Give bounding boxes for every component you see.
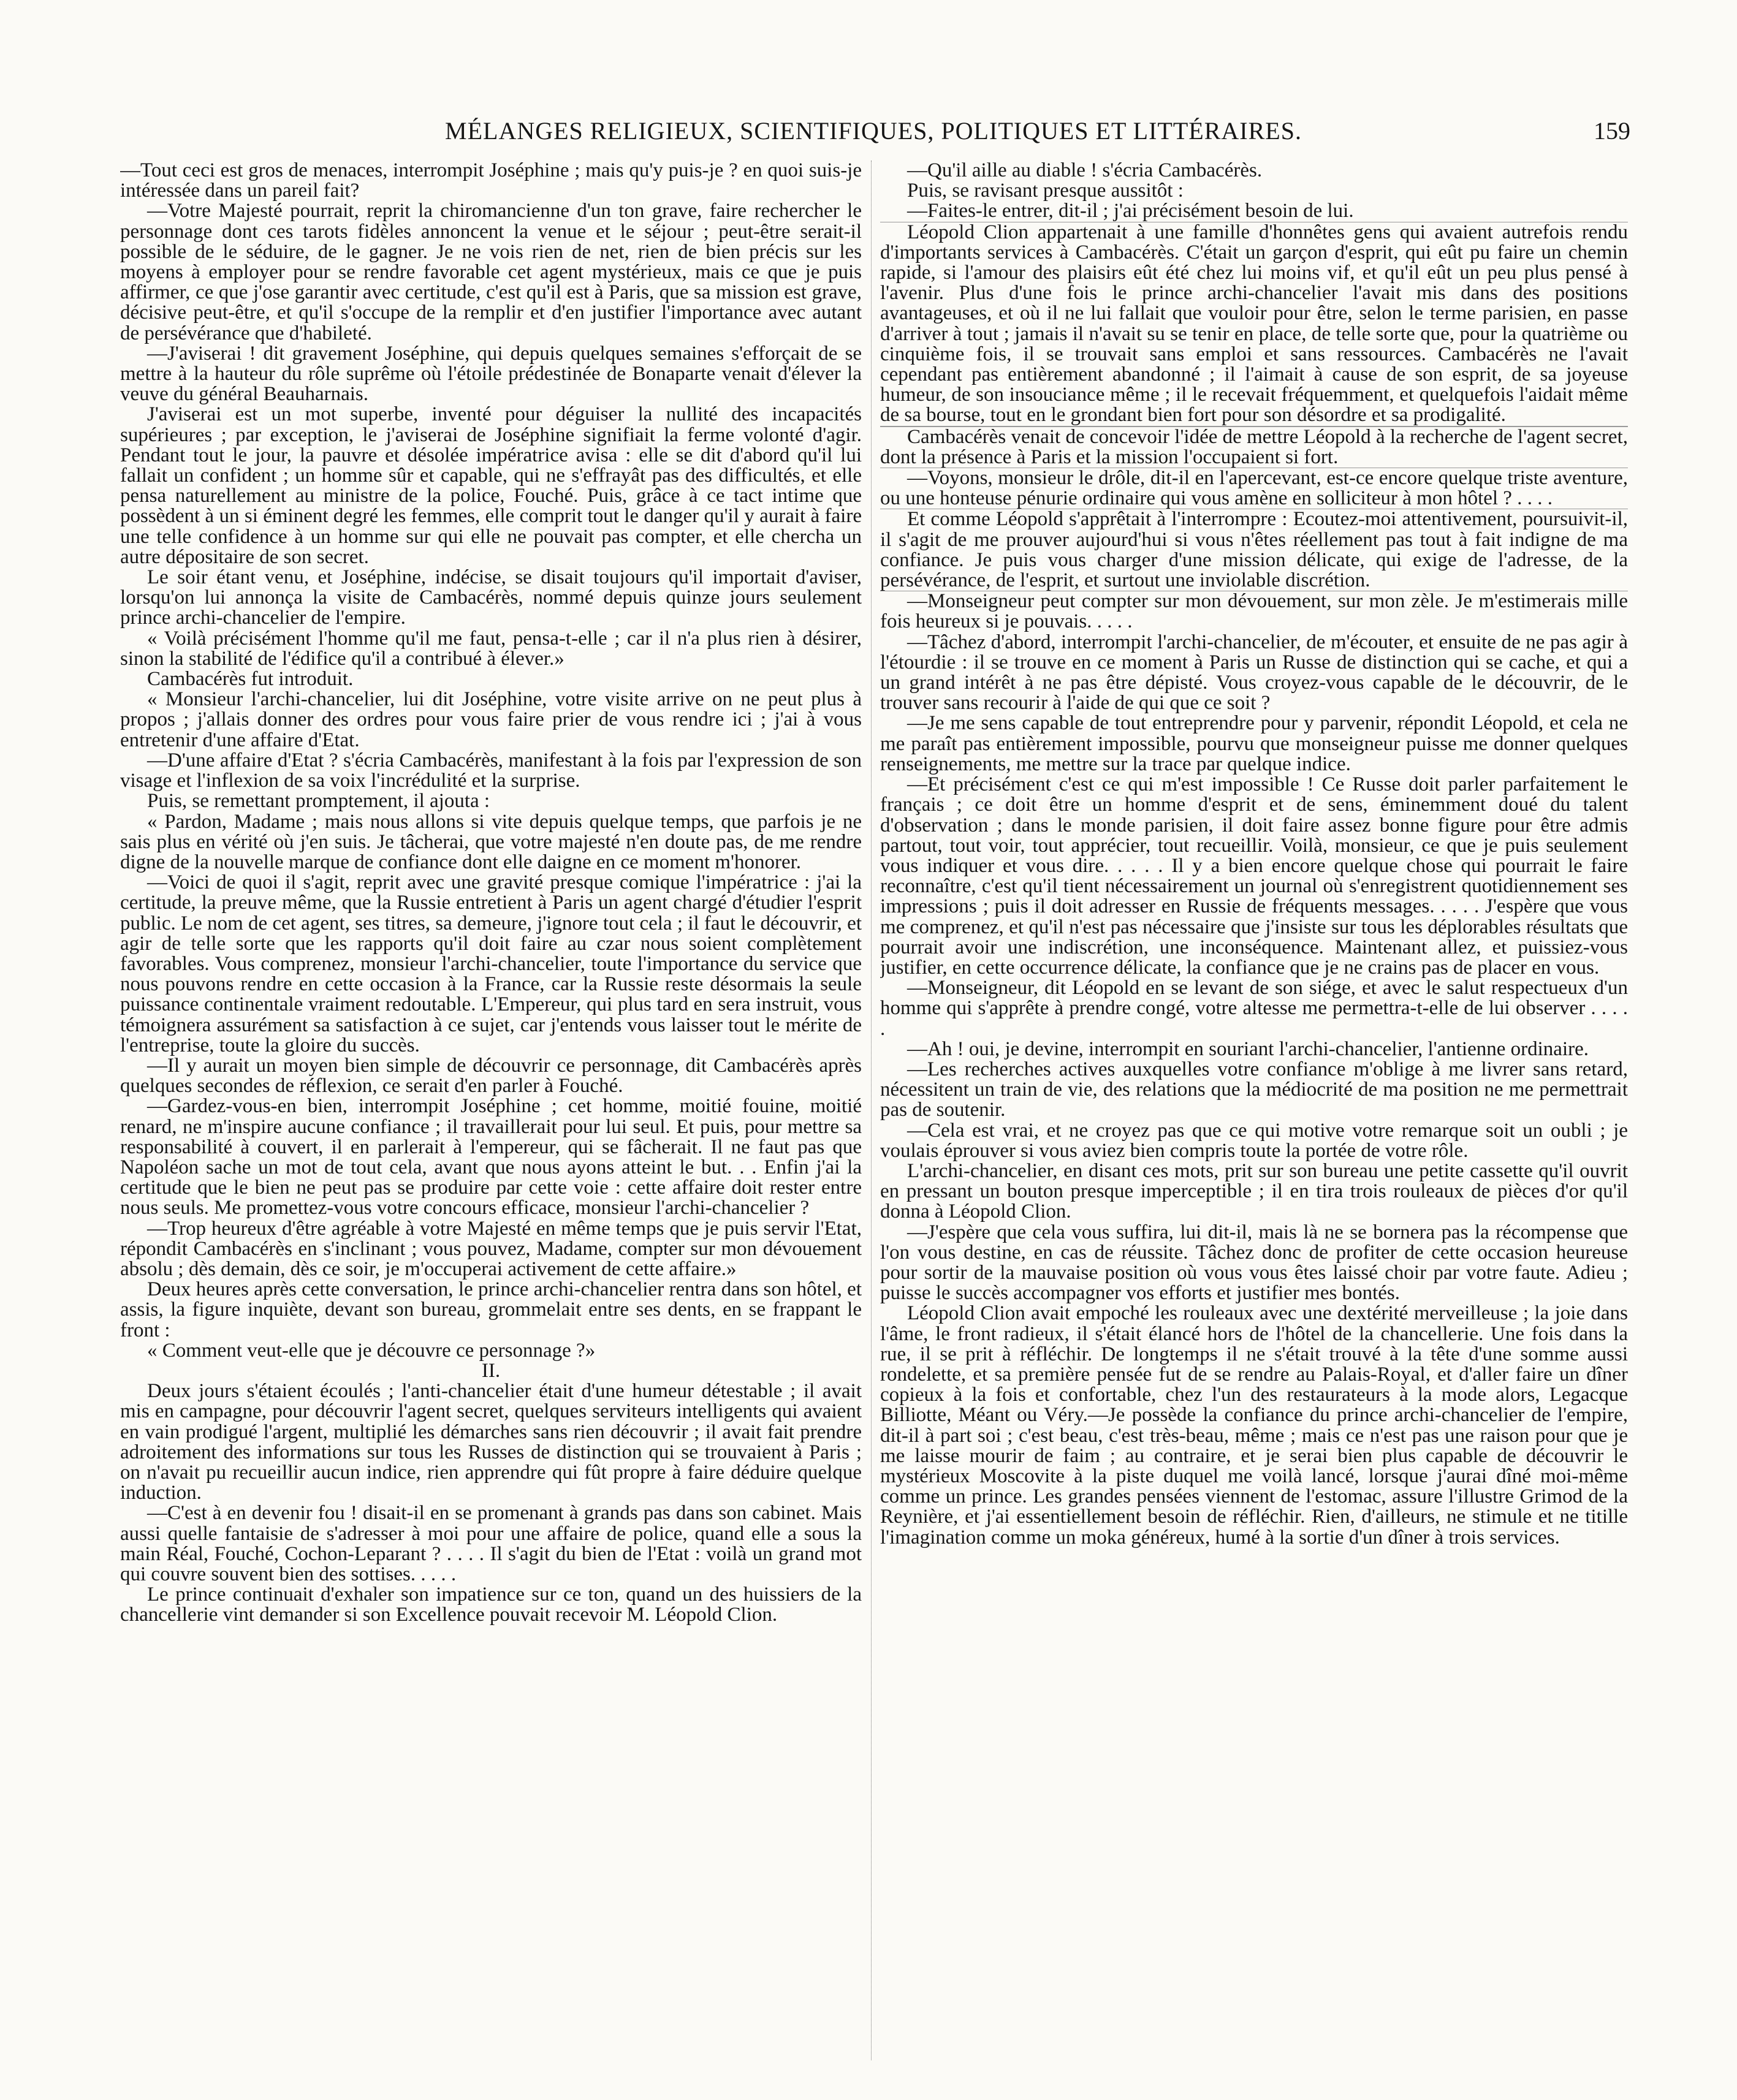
paragraph: Le prince continuait d'exhaler son impatience sur ce ton, quand un des huissiers de la chancellerie vint demander si son Excellence pouvait recevoir M. Léopold Clion. xyxy=(120,1583,862,1626)
paragraph: Puis, se ravisant presque aussitôt : xyxy=(907,180,1184,202)
paragraph: —Ah ! oui, je devine, interrompit en souriant l'archi-chancelier, l'antienne ordinaire. xyxy=(907,1037,1589,1060)
paragraph: —Cela est vrai, et ne croyez pas que ce qui motive votre remarque soit un oubli ; je voulais éprouver si vous aviez bien compris toute la portée de votre rôle. xyxy=(880,1119,1628,1162)
column-divider xyxy=(871,161,872,2060)
paragraph: —Je me sens capable de tout entreprendre pour y parvenir, répondit Léopold, et cela ne me paraît pas entièrement impossible, pourvu que monseigneur puisse me donner quelques renseignements, me mettre sur la trace par quelque indice. xyxy=(880,712,1628,775)
paragraph: —Trop heureux d'être agréable à votre Majesté en même temps que je puis servir l'Etat, répondit Cambacérès en s'inclinant ; vous pouvez, Madame, compter sur mon dévouement absolu ; dès demain, dès ce soir, je m'occuperai activement de cette affaire.» xyxy=(120,1217,862,1280)
paragraph: Cambacérès fut introduit. xyxy=(147,668,354,691)
paragraph: —Voici de quoi il s'agit, reprit avec une gravité presque comique l'impératrice : j'ai la certitude, la preuve même, que la Russie entretient à Paris un agent chargé d'étudier l'esprit public. Le nom de cet agent, ses titres, sa demeure, j'ignore tout cela ; il faut le découvrir, et agir de telle sorte que les rapports qu'il doit faire au czar nous soient complètement favorables. Vous comprenez, monsieur l'archi-chancelier, toute l'importance du service que nous pouvons rendre en cette occasion à la France, car la Russie reste désormais la seule puissance continentale vraiment redoutable. L'Empereur, qui plus tard en sera instruit, vous témoignera assurément sa satisfaction à ce sujet, car j'entends vous laisser tout le mérite de l'entreprise, toute la gloire du succès. xyxy=(120,871,862,1056)
paragraph: Léopold Clion appartenait à une famille d'honnêtes gens qui avaient autrefois rendu d'importants services à Cambacérès. C'était un garçon d'esprit, qui eût pu faire un chemin rapide, si l'amour des plaisirs eût été chez lui moins vif, et qu'il eût un peu plus pensé à l'avenir. Plus d'une fois le prince archi-chancelier l'avait mis dans des positions avantageuses, et où il ne lui fallait que vouloir pour être, selon le terme parisien, en passe d'arriver à tout ; jamais il n'avait su se tenir en place, de telle sorte que, pour la quatrième ou cinquième fois, il se trouvait sans emploi et sans ressources. Cambacérès ne l'avait cependant pas entièrement abandonné ; il l'aimait à cause de son esprit, de sa joyeuse humeur, de son insouciance même ; il le recevait fréquemment, et quelquefois l'aidait même de sa bourse, tout en le grondant bien fort pour son désordre et sa prodigalité. xyxy=(880,221,1628,426)
paragraph: « Voilà précisément l'homme qu'il me faut, pensa-t-elle ; car il n'a plus rien à désirer, sinon la stabilité de l'édifice qu'il a contribué à élever.» xyxy=(120,627,862,670)
paragraph: —J'aviserai ! dit gravement Joséphine, qui depuis quelques semaines s'efforçait de se mettre à la hauteur du rôle suprême où l'étoile prédestinée de Bonaparte venait d'élever la veuve du général Beauharnais. xyxy=(120,342,862,406)
page-header xyxy=(0,116,1737,153)
paragraph: Le soir étant venu, et Joséphine, indécise, se disait toujours qu'il importait d'aviser, lorsqu'on lui annonça la visite de Cambacérès, nommé depuis quinze jours seulement prince archi-chancelier de l'empire. xyxy=(120,566,862,629)
paragraph: —Monseigneur peut compter sur mon dévouement, sur mon zèle. Je m'estimerais mille fois heureux si je pouvais. . . . . xyxy=(880,590,1628,633)
paragraph: L'archi-chancelier, en disant ces mots, prit sur son bureau une petite cassette qu'il ouvrit en pressant un bouton presque imperceptible ; il en tira trois rouleaux de pièces d'or qu'il donna à Léopold Clion. xyxy=(880,1159,1628,1223)
paragraph: —Qu'il aille au diable ! s'écria Cambacérès. xyxy=(907,161,1263,181)
paragraph: —Voyons, monsieur le drôle, dit-il en l'apercevant, est-ce encore quelque triste aventure, ou une honteuse pénurie ordinaire qui vous amène en solliciteur à mon hôtel ? . . . . xyxy=(880,467,1628,510)
paragraph: Cambacérès venait de concevoir l'idée de mettre Léopold à la recherche de l'agent secret, dont la présence à Paris et la mission l'occupaient si fort. xyxy=(880,425,1628,468)
paragraph: —Monseigneur, dit Léopold en se levant de son siége, et avec le salut respectueux d'un homme qui s'apprête à prendre congé, votre altesse me permettra-t-elle de lui observer . . . . . xyxy=(880,977,1628,1040)
section-heading: II. xyxy=(481,1359,501,1382)
page-number: 159 xyxy=(1594,117,1630,145)
paragraph: —Votre Majesté pourrait, reprit la chiromancienne d'un ton grave, faire rechercher le personnage dont ces tarots fidèles annoncent la venue et le séjour ; peut-être serait-il possible de le séduire, de le gagner. Je ne vois rien de net, rien de bien précis sur les moyens à employer pour se rendre favorable cet agent mystérieux, mais ce que je puis affirmer, ce que j'ose garantir avec certitude, c'est qu'il est à Paris, que sa mission est grave, décisive peut-être, et qu'il s'occupe de la remplir et d'en justifier l'importance avec autant de persévérance que d'habileté. xyxy=(120,200,862,344)
paragraph: Puis, se remettant promptement, il ajouta : xyxy=(147,790,490,813)
paragraph: « Monsieur l'archi-chancelier, lui dit Joséphine, votre visite arrive on ne peut plus à propos ; j'allais donner des ordres pour vous faire prier de vous rendre ici ; j'ai à vous entretenir d'une affaire d'Etat. xyxy=(120,688,862,751)
paragraph: —Il y aurait un moyen bien simple de découvrir ce personnage, dit Cambacérès après quelques secondes de réflexion, ce serait d'en parler à Fouché. xyxy=(120,1054,862,1097)
paragraph: Et comme Léopold s'apprêtait à l'interrompre : Ecoutez-moi attentivement, poursuivit-il, il s'agit de me prouver aujourd'hui si vous n'êtes réellement pas tout à fait indigne de ma confiance. Je puis vous charger d'une mission délicate, qui exige de l'adresse, de la persévérance, de l'esprit, et surtout une inviolable discrétion. xyxy=(880,508,1628,592)
paragraph: —Tout ceci est gros de menaces, interrompit Joséphine ; mais qu'y puis-je ? en quoi suis-je intéressée dans un pareil fait? xyxy=(120,161,862,202)
left-column xyxy=(120,161,862,2066)
right-column xyxy=(880,161,1628,2066)
paragraph: « Comment veut-elle que je découvre ce personnage ?» xyxy=(147,1339,596,1362)
paragraph: —Tâchez d'abord, interrompit l'archi-chancelier, de m'écouter, et ensuite de ne pas agir à l'étourdie : il se trouve en ce moment à Paris un Russe de distinction qui se cache, et qui a un grand intérêt à ne pas être dépisté. Vous croyez-vous capable de le découvrir, de le trouver sans recourir à l'aide de qui que ce soit ? xyxy=(880,631,1628,715)
paragraph: —Les recherches actives auxquelles votre confiance m'oblige à me livrer sans retard, nécessitent un train de vie, des relations que la médiocrité de ma position ne me permettrait pas de soutenir. xyxy=(880,1058,1628,1121)
paragraph: Deux heures après cette conversation, le prince archi-chancelier rentra dans son hôtel, et assis, la figure inquiète, devant son bureau, grommelait entre ses dents, en se frappant le front : xyxy=(120,1278,862,1341)
paragraph: « Pardon, Madame ; mais nous allons si vite depuis quelque temps, que parfois je ne sais plus en vérité où j'en suis. Je tâcherai, que votre majesté n'en doute pas, de me rendre digne de la nouvelle marque de confiance dont elle daigne en ce moment m'honorer. xyxy=(120,810,862,873)
paragraph: Deux jours s'étaient écoulés ; l'anti-chancelier était d'une humeur détestable ; il avait mis en campagne, pour découvrir l'agent secret, quelques serviteurs intelligents qui avaient en vain prodigué l'argent, multiplié les démarches sans rien découvrir ; il avait fait prendre adroitement des informations sur tous les Russes de distinction qui se trouvaient à Paris ; on n'avait pu recueillir aucun indice, rien apprendre qui fût propre à faire déduire quelque induction. xyxy=(120,1380,862,1504)
paragraph: —J'espère que cela vous suffira, lui dit-il, mais là ne se bornera pas la récompense que l'on vous destine, en cas de réussite. Tâchez donc de profiter de cette occasion heureuse pour sortir de la mauvaise position où vous vous êtes laissé choir par votre faute. Adieu ; puisse le succès accompagner vos efforts et justifier mes bontés. xyxy=(880,1221,1628,1305)
paragraph: J'aviserai est un mot superbe, inventé pour déguiser la nullité des incapacités supérieures ; par exception, le j'aviserai de Joséphine signifiait la ferme volonté d'agir. Pendant tout le jour, la pauvre et désolée impératrice avisa : elle se dit d'abord qu'il lui fallait un confident ; un homme sûr et capable, qui ne s'effrayât pas des difficultés, et elle pensa naturellement au ministre de la police, Fouché. Puis, grâce à ce tact intime que possèdent à un si éminent degré les femmes, elle comprit tout le danger qu'il y aurait à faire une telle confidence à un homme sur qui elle ne pouvait pas compter, et elle chercha un autre dépositaire de son secret. xyxy=(120,403,862,568)
paragraph: —Et précisément c'est ce qui m'est impossible ! Ce Russe doit parler parfaitement le français ; ce doit être un homme d'esprit et de sens, éminemment doué du talent d'observation ; dans le monde parisien, il doit faire assez bonne figure pour être admis partout, tout voir, tout apprécier, tout recueillir. Voilà, monsieur, ce que je puis seulement vous indiquer et vous dire. . . . . Il y a bien encore quelque chose qui pourrait le faire reconnaître, c'est qu'il tient nécessairement un journal où s'enregistrent quotidiennement ses impressions ; puis il doit adresser en Russie de fréquents messages. . . . . J'espère que vous me comprenez, et qu'il n'est pas nécessaire que j'insiste sur tous les déplorables résultats que pourrait avoir une indiscrétion, une inconséquence. Maintenant allez, et puissiez-vous justifier, en cette occurrence délicate, la confiance que je ne crains pas de placer en vous. xyxy=(880,773,1628,979)
paragraph: —Gardez-vous-en bien, interrompit Joséphine ; cet homme, moitié fouine, moitié renard, ne m'inspire aucune confiance ; il travaillerait pour lui seul. Et puis, pour mettre sa responsabilité à couvert, il en parlerait à l'empereur, qui se fâcherait. Il ne faut pas que Napoléon sache un mot de tout cela, avant que nous ayons atteint le but. . . Enfin j'ai la certitude que le bien ne peut pas se produire par cette voie : cette affaire doit rester entre nous seuls. Me promettez-vous votre concours efficace, monsieur l'archi-chancelier ? xyxy=(120,1095,862,1219)
paragraph: —D'une affaire d'Etat ? s'écria Cambacérès, manifestant à la fois par l'expression de son visage et l'inflexion de sa voix l'incrédulité et la surprise. xyxy=(120,749,862,792)
running-title: MÉLANGES RELIGIEUX, SCIENTIFIQUES, POLITIQUES ET LITTÉRAIRES. xyxy=(445,117,1302,145)
paragraph: Léopold Clion avait empoché les rouleaux avec une dextérité merveilleuse ; la joie dans l'âme, le front radieux, il s'était élancé hors de l'hôtel de la chancellerie. Une fois dans la rue, il se prit à réfléchir. De longtemps il ne s'était trouvé à la tête d'une somme aussi rondelette, et sa première pensée fut de se rendre au Palais-Royal, et d'aller faire un dîner copieux à la fois et confortable, chez l'un des restaurateurs à la mode alors, Legacque Billiotte, Méant ou Véry.—Je possède la confiance du prince archi-chancelier de l'empire, dit-il à part soi ; c'est beau, c'est très-beau, même ; mais ce n'est pas une raison pour que je me laisse mourir de faim ; au contraire, et je serai bien plus capable de découvrir le mystérieux Moscovite à la piste duquel me voilà lancé, lorsque j'aurai dîné moi-même comme un prince. Les grandes pensées viennent de l'estomac, assure l'illustre Grimod de la Reynière, et j'ai essentiellement besoin de réfléchir. Rien, d'ailleurs, ne stimule et ne titille l'imagination comme un moka généreux, humé à la sortie d'un dîner à trois services. xyxy=(880,1302,1628,1548)
paragraph: —C'est à en devenir fou ! disait-il en se promenant à grands pas dans son cabinet. Mais aussi quelle fantaisie de s'adresser à moi pour une affaire de police, quand elle a sous la main Réal, Fouché, Cochon-Leparant ? . . . . Il s'agit du bien de l'Etat : voilà un grand mot qui couvre souvent bien des sottises. . . . . xyxy=(120,1502,862,1586)
paragraph: —Faites-le entrer, dit-il ; j'ai précisément besoin de lui. xyxy=(907,200,1354,222)
